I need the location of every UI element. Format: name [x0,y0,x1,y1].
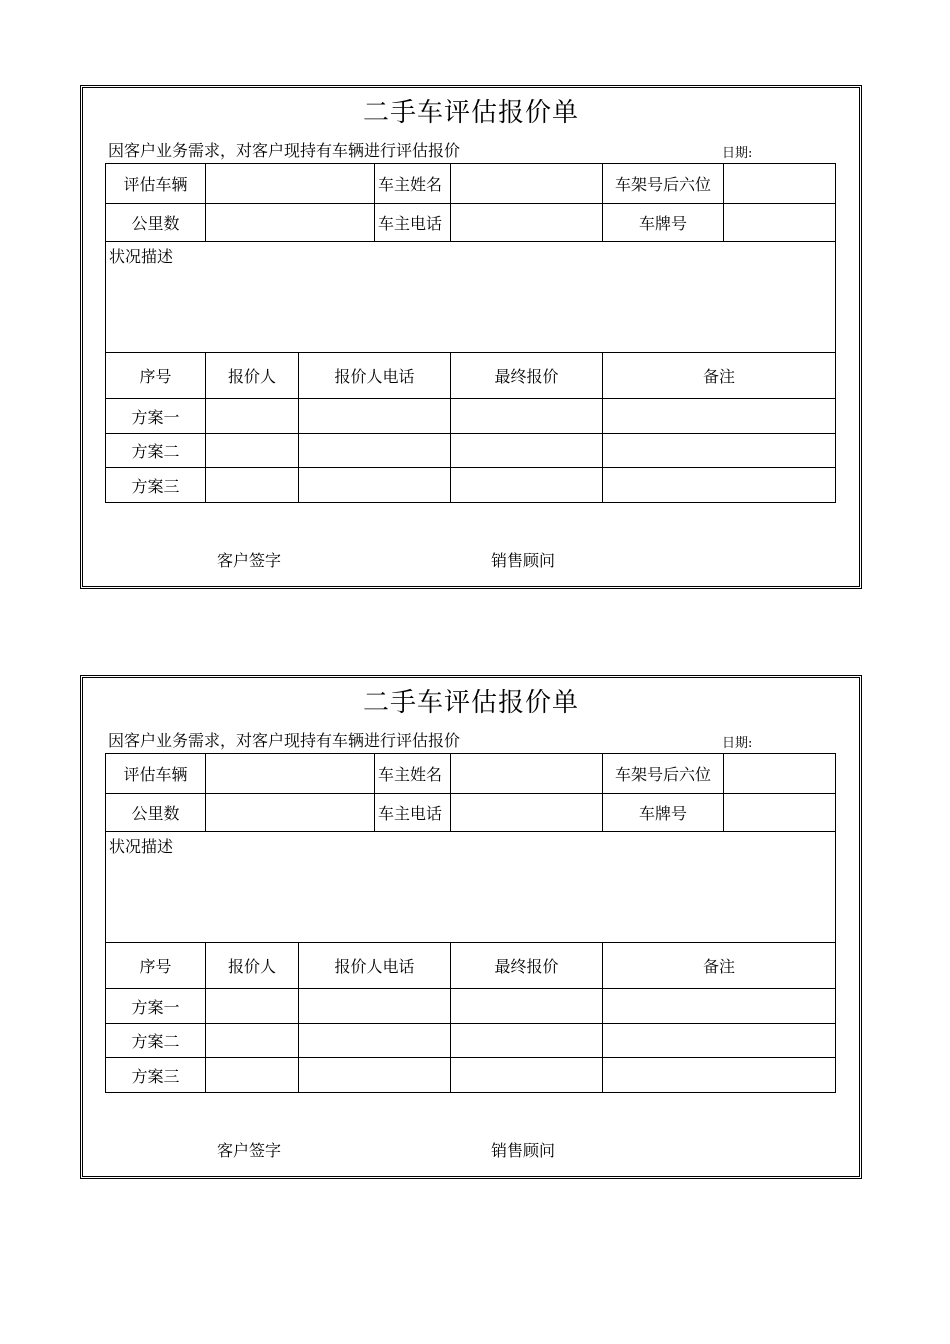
vehicle-label: 评估车辆 [105,163,205,203]
mileage-field[interactable] [205,203,374,241]
plan-price-cell[interactable] [450,988,602,1023]
form-intro: 因客户业务需求，对客户现持有车辆进行评估报价 [108,141,461,160]
condition-description-box[interactable] [105,831,836,942]
header-final-price: 最终报价 [450,352,602,398]
plan-remarks-cell[interactable] [602,433,836,467]
plan-phone-cell[interactable] [298,398,450,433]
quote-form [80,85,862,589]
header-quoter-phone: 报价人电话 [298,352,450,398]
plan-remarks-cell[interactable] [602,1023,836,1057]
vin-label: 车架号后六位 [602,163,723,203]
date-label: 日期: [722,736,753,751]
owner-name-label: 车主姓名 [374,163,450,203]
header-remarks: 备注 [602,352,836,398]
plate-label: 车牌号 [602,203,723,241]
mileage-field[interactable] [205,793,374,831]
plan-remarks-cell[interactable] [602,467,836,503]
header-serial: 序号 [105,352,205,398]
plan-label: 方案三 [105,467,205,503]
owner-name-field[interactable] [450,163,602,203]
plate-label: 车牌号 [602,793,723,831]
plan-phone-cell[interactable] [298,1057,450,1093]
form-intro: 因客户业务需求，对客户现持有车辆进行评估报价 [108,731,461,750]
plan-label: 方案三 [105,1057,205,1093]
header-quoter-phone: 报价人电话 [298,942,450,988]
plan-label: 方案一 [105,988,205,1023]
owner-phone-field[interactable] [450,203,602,241]
plan-quoter-cell[interactable] [205,1023,298,1057]
vin-field[interactable] [723,753,836,793]
customer-signature-label: 客户签字 [217,1141,282,1160]
form-title: 二手车评估报价单 [362,688,579,718]
mileage-label: 公里数 [105,203,205,241]
plan-price-cell[interactable] [450,398,602,433]
plan-quoter-cell[interactable] [205,433,298,467]
plan-remarks-cell[interactable] [602,1057,836,1093]
owner-name-field[interactable] [450,753,602,793]
owner-name-label: 车主姓名 [374,753,450,793]
vehicle-field[interactable] [205,163,374,203]
plan-quoter-cell[interactable] [205,398,298,433]
sales-consultant-label: 销售顾问 [491,1141,556,1160]
header-quoter: 报价人 [205,352,298,398]
plan-price-cell[interactable] [450,467,602,503]
plan-quoter-cell[interactable] [205,1057,298,1093]
condition-label: 状况描述 [109,837,174,856]
plan-price-cell[interactable] [450,433,602,467]
vehicle-label: 评估车辆 [105,753,205,793]
plan-phone-cell[interactable] [298,1023,450,1057]
customer-signature-label: 客户签字 [217,551,282,570]
plate-field[interactable] [723,793,836,831]
vin-label: 车架号后六位 [602,753,723,793]
header-serial: 序号 [105,942,205,988]
owner-phone-field[interactable] [450,793,602,831]
sales-consultant-label: 销售顾问 [491,551,556,570]
header-final-price: 最终报价 [450,942,602,988]
form-title: 二手车评估报价单 [362,98,579,128]
condition-label: 状况描述 [109,247,174,266]
date-label: 日期: [722,146,753,161]
plan-remarks-cell[interactable] [602,398,836,433]
plan-label: 方案二 [105,1023,205,1057]
plate-field[interactable] [723,203,836,241]
vin-field[interactable] [723,163,836,203]
plan-phone-cell[interactable] [298,433,450,467]
header-quoter: 报价人 [205,942,298,988]
owner-phone-label: 车主电话 [374,793,450,831]
vehicle-field[interactable] [205,753,374,793]
plan-label: 方案一 [105,398,205,433]
plan-phone-cell[interactable] [298,467,450,503]
mileage-label: 公里数 [105,793,205,831]
quote-form [80,675,862,1179]
plan-quoter-cell[interactable] [205,467,298,503]
plan-label: 方案二 [105,433,205,467]
header-remarks: 备注 [602,942,836,988]
plan-remarks-cell[interactable] [602,988,836,1023]
condition-description-box[interactable] [105,241,836,352]
plan-price-cell[interactable] [450,1057,602,1093]
plan-quoter-cell[interactable] [205,988,298,1023]
plan-phone-cell[interactable] [298,988,450,1023]
owner-phone-label: 车主电话 [374,203,450,241]
plan-price-cell[interactable] [450,1023,602,1057]
